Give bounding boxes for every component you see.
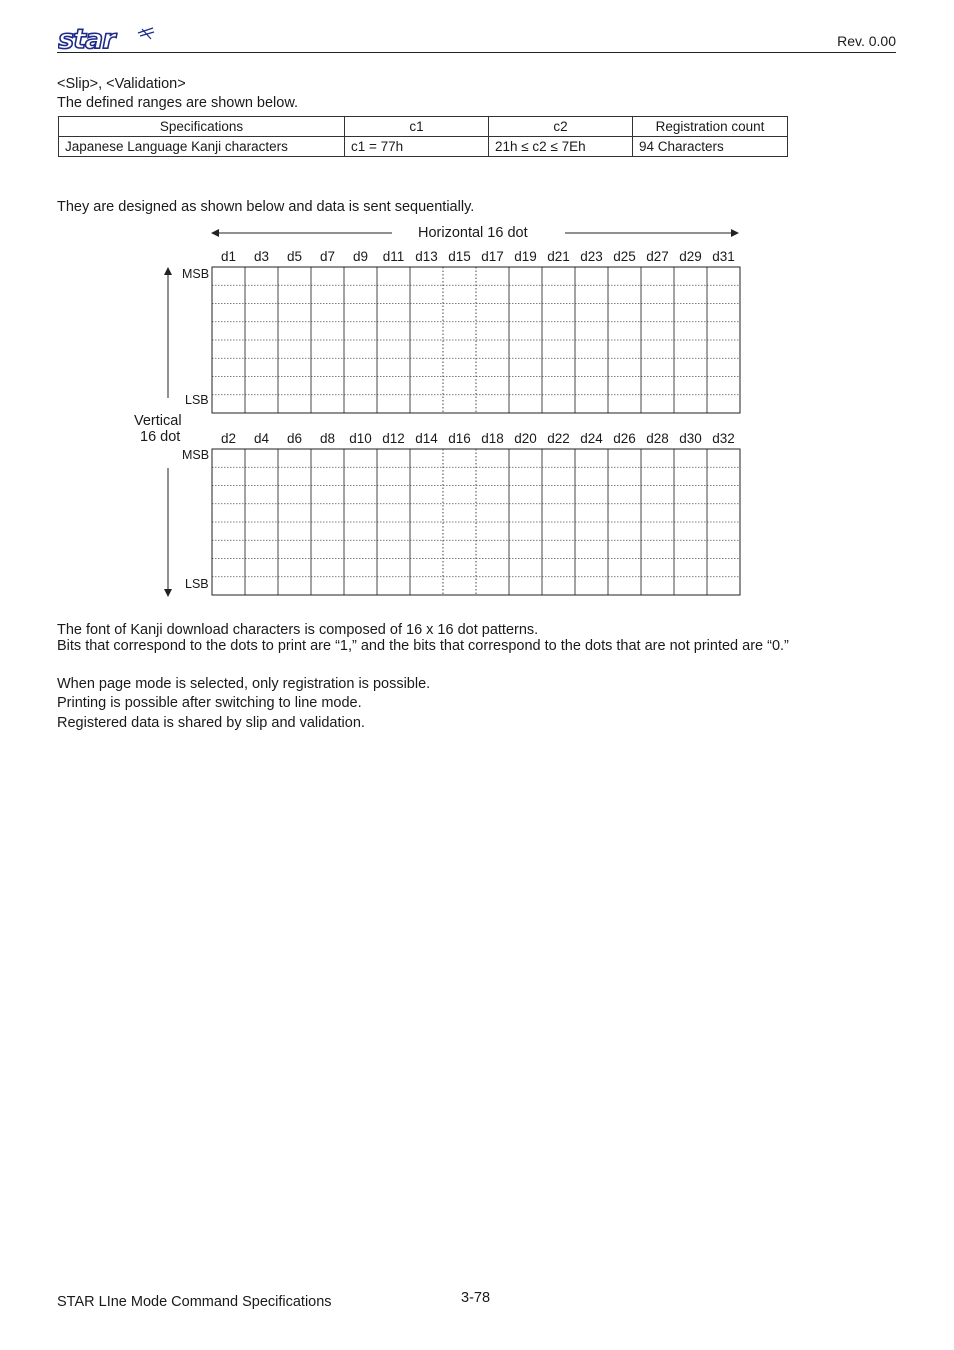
note-line-mode: Printing is possible after switching to line mode. [57,695,362,711]
modes-label: <Slip>, <Validation> [57,76,186,92]
header-specifications: Specifications [59,117,345,137]
column-label: d4 [253,431,270,446]
column-label: d7 [319,249,336,264]
footer-doc-title: STAR LIne Mode Command Specifications [57,1294,332,1310]
column-label: d28 [646,431,669,446]
column-label: d18 [481,431,504,446]
column-label: d3 [253,249,270,264]
column-label: d19 [514,249,537,264]
column-label: d12 [382,431,405,446]
ranges-text: The defined ranges are shown below. [57,95,299,111]
column-label: d9 [352,249,369,264]
column-label: d25 [613,249,636,264]
vertical-label-line1: Vertical [134,413,182,429]
cell-c2: 21h ≤ c2 ≤ 7Eh [489,137,633,157]
dot-grid-bottom [212,449,740,595]
column-label: d22 [547,431,570,446]
msb-label-bottom: MSB [182,448,210,462]
column-label: d24 [580,431,603,446]
cell-c1: c1 = 77h [345,137,489,157]
note-font-composition: The font of Kanji download characters is composed of 16 x 16 dot patterns. [57,622,539,638]
dot-grid-top [212,267,740,413]
column-label: d8 [319,431,336,446]
lsb-label-top: LSB [185,393,209,407]
horizontal-label: Horizontal 16 dot [418,225,528,241]
header-registration-count: Registration count [633,117,788,137]
column-label: d5 [286,249,303,264]
column-label: d13 [415,249,438,264]
column-label: d11 [382,249,405,264]
column-label: d6 [286,431,303,446]
header-c1: c1 [345,117,489,137]
column-label: d21 [547,249,570,264]
header-c2: c2 [489,117,633,137]
column-label: d23 [580,249,603,264]
column-label: d29 [679,249,702,264]
column-label: d1 [220,249,237,264]
column-label: d31 [712,249,735,264]
note-bits: Bits that correspond to the dots to print are “1,” and the bits that correspond to the dots that are not printed are “0.” [57,638,789,654]
column-label: d2 [220,431,237,446]
note-page-mode: When page mode is selected, only registration is possible. [57,676,431,692]
cell-registration-count: 94 Characters [633,137,788,157]
note-shared-data: Registered data is shared by slip and validation. [57,715,365,731]
column-label: d20 [514,431,537,446]
msb-label-top: MSB [182,267,210,281]
cell-specification: Japanese Language Kanji characters [59,137,345,157]
column-label: d17 [481,249,504,264]
design-text: They are designed as shown below and data is sent sequentially. [57,199,475,215]
lsb-label-bottom: LSB [185,577,209,591]
revision-label: Rev. 0.00 [837,33,896,49]
logo-wordmark: star [58,24,115,52]
dot-pattern-diagram [0,0,954,620]
column-label: d30 [679,431,702,446]
column-label: d10 [349,431,372,446]
vertical-label-line2: 16 dot [140,429,181,445]
column-label: d15 [448,249,471,264]
footer-page-number: 3-78 [461,1290,491,1306]
diagram-lines [0,0,954,620]
column-label: d16 [448,431,471,446]
column-label: d14 [415,431,438,446]
column-label: d32 [712,431,735,446]
column-label: d26 [613,431,636,446]
column-label: d27 [646,249,669,264]
